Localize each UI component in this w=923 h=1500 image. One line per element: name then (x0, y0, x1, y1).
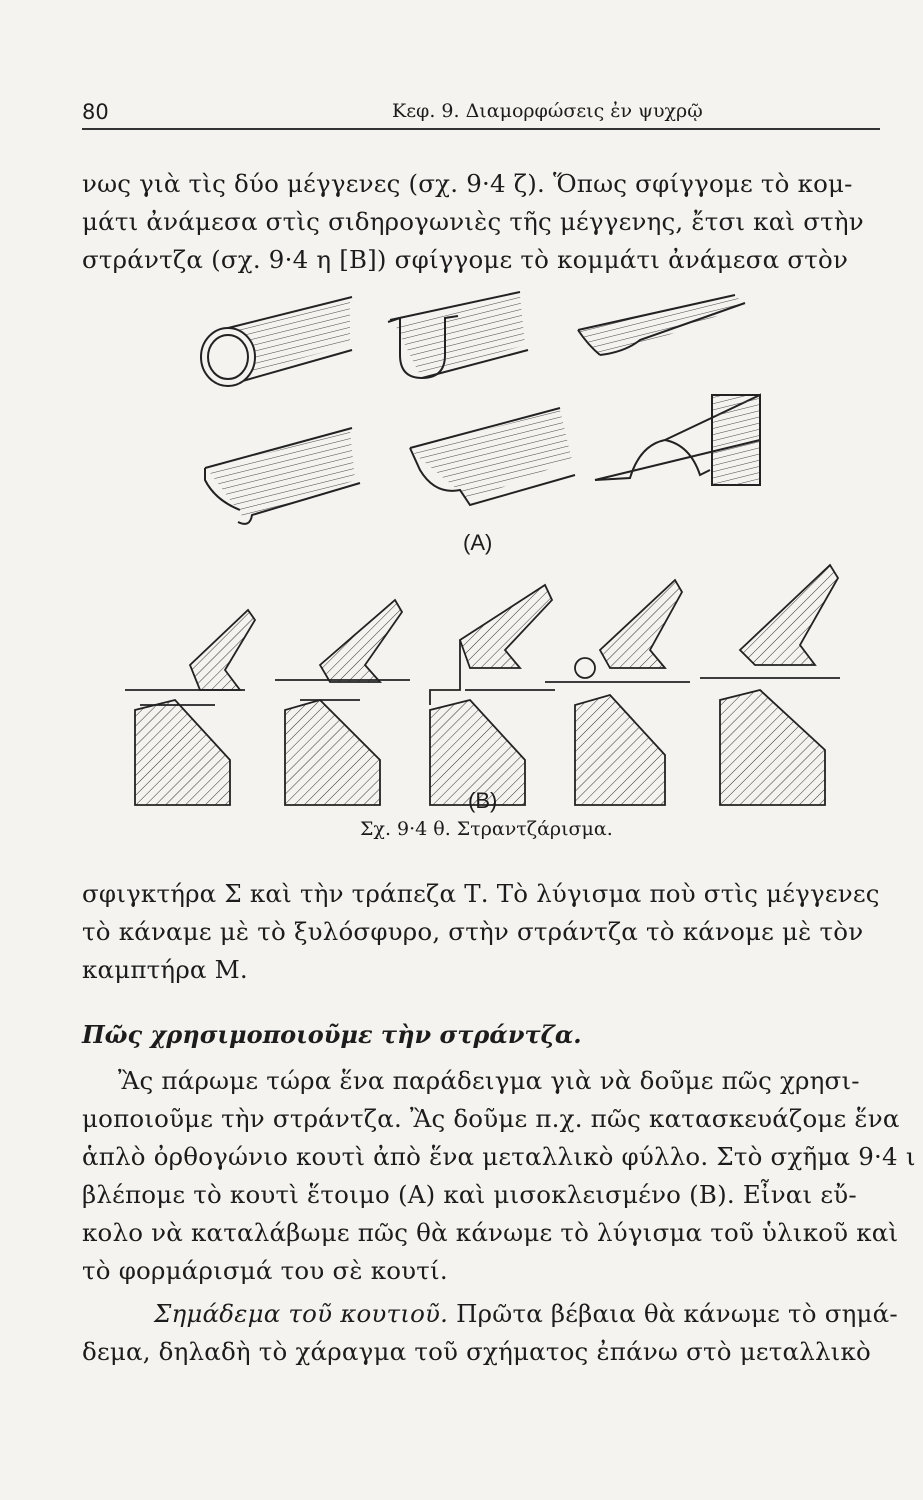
text-line: τὸ κάναμε μὲ τὸ ξυλόσφυρο, στὴν στράντζα τὸ κάνομε μὲ τὸν (82, 917, 864, 946)
paragraph-example (82, 1062, 916, 1290)
text-line: Πρῶτα βέβαια θὰ κάνωμε τὸ σημά- (448, 1299, 898, 1328)
profile-seam (595, 395, 760, 485)
profile-double-flange (410, 408, 575, 505)
text-line: στράντζα (σχ. 9·4 η [Β]) σφίγγομε τὸ κομμάτι ἀνάμεσα στὸν (82, 245, 849, 274)
text-line: σφιγκτήρα Σ καὶ τὴν τράπεζα Τ. Τὸ λύγισμα ποὺ στὶς μέγγενες (82, 879, 880, 908)
text-line: τὸ φορμάρισμά του σὲ κουτί. (82, 1256, 448, 1285)
text-line: βλέπομε τὸ κουτὶ ἕτοιμο (Α) καὶ μισοκλεισμένο (Β). Εἶναι εὔ- (82, 1180, 857, 1209)
figure-caption: Σχ. 9·4 θ. Στραντζάρισμα. (360, 818, 613, 840)
chapter-title: Κεφ. 9. Διαμορφώσεις ἐν ψυχρῷ (392, 100, 703, 122)
text-line: νως γιὰ τὶς δύο μέγγενες (σχ. 9·4 ζ). Ὅπως σφίγγομε τὸ κομ- (82, 169, 853, 198)
brake-section-2 (275, 600, 410, 805)
brake-section-5 (700, 565, 840, 805)
brake-section-1 (125, 610, 255, 805)
text-line: μάτι ἀνάμεσα στὶς σιδηρογωνιὲς τῆς μέγγενης, ἔτσι καὶ στὴν (82, 207, 864, 236)
text-line: κολο νὰ καταλάβωμε πῶς θὰ κάνωμε τὸ λύγισμα τοῦ ὑλικοῦ καὶ (82, 1218, 899, 1247)
text-line: μοποιοῦμε τὴν στράντζα. Ἂς δοῦμε π.χ. πῶς κατασκευάζομε ἕνα (82, 1104, 900, 1133)
paragraph-marking (82, 1295, 898, 1371)
inline-subheading: Σημάδεμα τοῦ κουτιοῦ. (154, 1299, 449, 1328)
text-line: Ἂς πάρωμε τώρα ἕνα παράδειγμα γιὰ νὰ δοῦμε πῶς χρησι- (118, 1066, 860, 1095)
page-number: 80 (82, 100, 109, 124)
profile-curl (205, 428, 360, 524)
section-heading: Πῶς χρησιμοποιοῦμε τὴν στράντζα. (82, 1020, 582, 1049)
figure-label-b: (B) (468, 788, 498, 813)
paragraph-clamp (82, 875, 892, 989)
profile-flange (578, 295, 745, 355)
text-line: καμπτήρα Μ. (82, 955, 248, 984)
figure-label-a: (A) (463, 530, 493, 555)
text-line: ἁπλὸ ὀρθογώνιο κουτὶ ἀπὸ ἕνα μεταλλικὸ φύλλο. Στὸ σχῆμα 9·4 ι (82, 1142, 916, 1171)
text-line: δεμα, δηλαδὴ τὸ χάραγμα τοῦ σχήματος ἐπάνω στὸ μεταλλικὸ (82, 1337, 871, 1366)
brake-section-4 (545, 580, 690, 805)
profile-gutter (388, 292, 528, 378)
brake-section-3 (430, 585, 555, 805)
profile-tube (201, 297, 352, 386)
